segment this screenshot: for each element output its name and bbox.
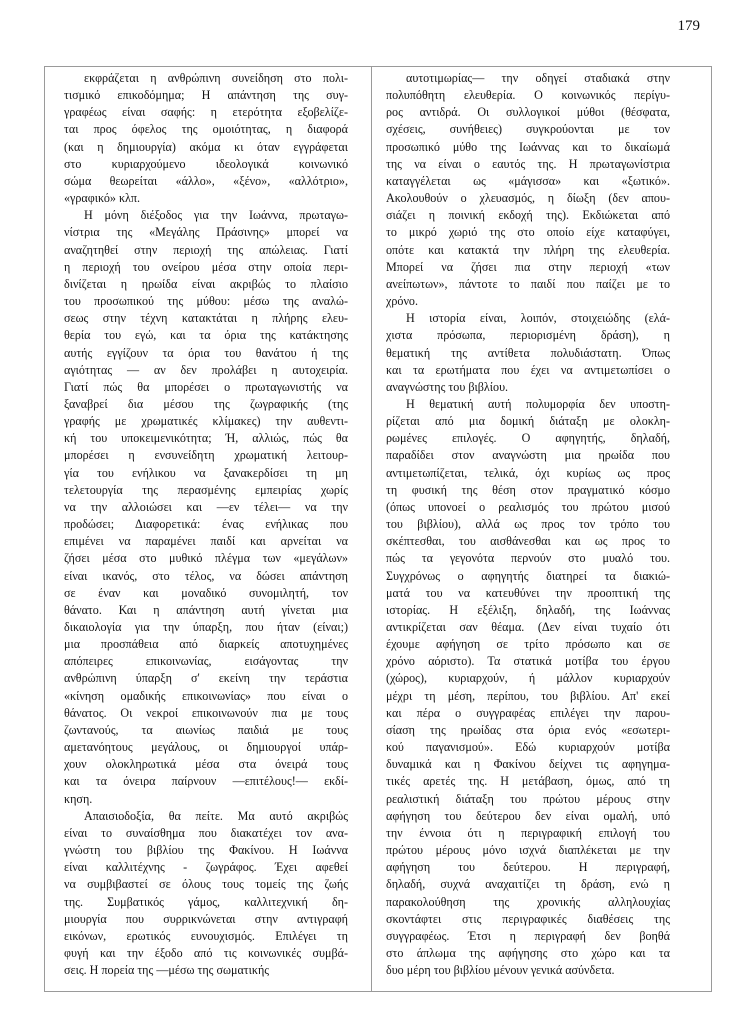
text-line: Η θεματική αυτή πολυμορφία δεν υποστη- (406, 396, 670, 411)
text-line: του προσωπικού της μύθου: μέσω της αναλώ- (64, 294, 348, 309)
text-line: συγγραφέως. Έτσι η περιγραφή δεν βοηθά (386, 928, 670, 943)
text-line: Η ιστορία είναι, λοιπόν, στοιχειώδης (ελά- (406, 311, 670, 326)
text-line: προσωπικό μύθο της Ιωάννας και το δικαίωμά (386, 139, 670, 154)
text-line: σιάζει η ποινική εκδοχή της). Εκδιώκεται από (386, 208, 670, 223)
text-line: ται προς όφελος της ομοιότητας, η διαφορά (64, 122, 348, 137)
text-line: είναι καλλιτέχνης - ζωγράφος. Έχει αφεθεί (64, 860, 348, 875)
text-line: ζήσει μέσα στο μυθικό πλέγμα των «μεγάλων» (64, 551, 348, 566)
text-line: γραφής με χρωματικές κλίμακες) την αυθεντι- (64, 414, 348, 429)
text-line: πώς τα γεγονότα περνούν στο μυαλό του. (386, 551, 670, 566)
text-line: έχουμε αφήγηση σε τρίτο πρόσωπο και σε (386, 637, 670, 652)
text-line: και τα όνειρα παίρνουν —επιτέλους!— εκδί- (64, 774, 348, 789)
text-line: κηση. (64, 791, 93, 806)
text-line: μια προσπάθεια από διαρκείς αποτυχημένες (64, 637, 348, 652)
text-line: εικόνων, ερωτικός ευνουχισμός. Επιλέγει τη (64, 928, 348, 943)
text-line: πρώτου μέρους μόνο ισχνά διαπλέκεται με την (386, 843, 670, 858)
text-line: το μικρό χωριό της στο οποίο είχε καταφύγει, (386, 225, 670, 240)
text-line: αντικρίζεται σαν θέαμα. (Δεν είναι τυχαίο ότι (386, 620, 670, 634)
text-line: θάνατο. Και η απάντηση αυτή γίνεται μια (64, 602, 348, 617)
text-line: φυγή και την έξοδο από τις κοινωνικές συμβά- (64, 945, 348, 960)
text-line: Ακολουθούν ο χλευασμός, η δίωξη (δεν απου- (386, 191, 670, 206)
text-line: σεως στην τέχνη κατακτάται η πλήρης ελευ- (64, 311, 348, 326)
text-line: της να είναι ο εαυτός της. Η πρωταγωνίστρια (386, 156, 670, 171)
text-line: και πέρα ο συγγραφέας επιλέγει την παρου- (386, 705, 670, 720)
text-line: σκέπτεσθαι, του αισθάνεσθαι και ως προς το (386, 534, 670, 549)
text-line: δινίζεται η ηρωίδα είναι ακριβώς το πλαίσιο (64, 276, 348, 291)
paragraph (386, 310, 670, 396)
text-line: καταγγέλεται ως «μάγισσα» και «ξωτικό». (386, 173, 670, 188)
text-line: είναι το συναίσθημα που διακατέχει τον ανα- (64, 825, 348, 840)
text-line: σε έναν και μοναδικό συνομιλητή, τον (64, 585, 348, 600)
text-line: εκφράζεται η ανθρώπινη συνείδηση στο πολι- (84, 71, 348, 85)
text-line: θερία του εγώ, και τα όρια της κατάκτησης (64, 328, 348, 343)
text-line: νίστρια της «Μεγάλης Πράσινης» μπορεί να (64, 225, 348, 240)
text-line: σώμα θεωρείται «άλλο», «ξένο», «αλλότριο», (64, 173, 348, 188)
text-line: ρωμένες επιλογές. Ο αφηγητής, δηλαδή, (386, 431, 670, 446)
text-line: γία του ενήλικου να ξανακερδίσει τη μη (64, 465, 348, 480)
text-line: δυο μέρη του βιβλίου μένουν γενικά ασύνδετα. (386, 963, 615, 978)
text-line: του βιβλίου), αλλά ως προς τον τρόπο του (386, 517, 670, 532)
text-line: ματά του να κατευθύνει την προοπτική της (386, 585, 670, 600)
text-line: να συμβιβαστεί σε όλους τους τομείς της ζωής (64, 877, 348, 892)
text-line: τελετουργία της περασμένης εμπειρίας χωρίς (64, 482, 348, 497)
text-line: αφήγηση του δεύτερου δεν είναι ομαλή, υπό (386, 808, 670, 823)
text-line: ιστορίας. Η εξέλιξη, δηλαδή, της Ιωάννας (386, 602, 670, 617)
text-line: μέχρι τη μέση, περίπου, του βιβλίου. Απ' εκεί (386, 688, 670, 703)
text-line: ξαναβρεί δια μέσου της ζωγραφικής (της (64, 396, 348, 411)
text-line: επιμένει να παραμένει παιδί και αρνείται να (64, 534, 348, 549)
text-line: κού παγανισμού». Εδώ κυριαρχούν μοτίβα (386, 740, 670, 755)
text-line: την έννοια ότι η περιγραφική επιλογή του (386, 825, 670, 840)
text-line: μπορέσει η ενσυνείδητη χρωματική λειτουρ- (64, 448, 348, 463)
text-line: δικαιολογία για την ύπαρξη, που ήταν (είναι;) (64, 620, 348, 634)
text-line: και τα ερωτήματα που έχει να αντιμετωπίσει ο (386, 362, 670, 377)
text-line: χρόνο αόριστο). Τα στατικά μοτίβα του έργου (386, 654, 670, 669)
text-line: παραδίδει στον αναγνώστη μια ηρωίδα που (386, 448, 670, 463)
text-line: αμετανόητους μεγάλους, οι δημιουργοί υπάρ- (64, 740, 348, 755)
paragraph (386, 396, 670, 979)
text-line: πολυπόθητη ελευθερία. Ο κοινωνικός περίγυ- (386, 88, 670, 103)
paragraph (386, 70, 670, 310)
text-line: ρεαλιστική διάταξη του πρώτου μέρους στην (386, 791, 670, 806)
text-line: ζωντανούς, τα αιωνίως παιδιά με τους (64, 722, 348, 737)
text-line: τικές αρετές της. Η μετάβαση, όμως, από τη (386, 774, 670, 789)
text-line: χρόνο. (386, 294, 418, 309)
text-line: παρακολούθηση της χρονικής αλληλουχίας (386, 894, 670, 909)
text-line: Η μόνη διέξοδος για την Ιωάννα, πρωταγω- (84, 208, 348, 223)
text-line: οπότε και κατακτά την πλήρη της ελευθερία. (386, 242, 670, 257)
text-line: θεματική της αντίθετα πολυδιάστατη. Όπως (386, 345, 670, 360)
text-line: αυτής εγγίζουν τα όρια του θανάτου ή της (64, 345, 348, 360)
text-line: (και η δημιουργία) ακόμα κι όταν εγγράφεται (64, 139, 348, 154)
text-line: αφήγηση του δεύτερου. Η περιγραφή, (386, 860, 670, 875)
text-line: ρίζεται από μια δομική διάταξη με ολοκλη- (386, 414, 670, 429)
text-line: της. Συμβατικός γάμος, καλλιτεχνική δη- (64, 894, 348, 909)
text-line: τη φυσική της θέση στον πραγματικό κόσμο (386, 482, 670, 497)
text-line: χιστα πρόσωπα, περιορισμένη δράση), η (386, 328, 670, 343)
text-line: ανθρώπινη ύπαρξη σ' εκείνη την τεράστια (64, 671, 348, 686)
text-line: (όπως υπονοεί ο ρεαλισμός του πρώτου μισού (386, 499, 670, 514)
text-line: «κίνηση ομαδικής επικοινωνίας» που είναι ο (64, 688, 348, 703)
paragraph (64, 808, 348, 980)
text-line: να την αλλοιώσει και —εν τέλει— να την (64, 499, 348, 514)
text-line: δηλαδή, συχνά αναχαιτίζει τη δράση, ενώ η (386, 877, 670, 892)
text-line: Μπορεί να ζήσει πια στην περιοχή «των (386, 259, 670, 274)
text-line: ρος αντιδρά. Οι συλλογικοί μύθοι (θέσφατα, (386, 105, 670, 120)
text-line: γνώστη του βιβλίου της Φακίνου. Η Ιωάννα (64, 843, 348, 858)
text-line: θάνατος. Οι νεκροί επικοινωνούν πια με τους (64, 705, 348, 720)
text-line: αναγνώστης του βιβλίου. (386, 379, 509, 394)
text-line: Απαισιοδοξία, θα πείτε. Μα αυτό ακριβώς (84, 808, 348, 823)
text-line: γραφέως είναι σαφής: η ετερότητα εξοβελίζε- (64, 105, 348, 120)
page-number: 179 (677, 18, 700, 34)
text-line: σίαση της ηρωίδας στα όρια ενός «εσωτερι- (386, 722, 670, 737)
text-line: ανείπωτων», πάντοτε το παιδί που παίζει με το (386, 276, 670, 291)
text-line: κή του υποκειμενικότητα; Ή, αλλιώς, πώς θα (64, 431, 348, 446)
left-column (64, 70, 348, 979)
text-line: προδώσει; Διαφορετικά: ένας ενήλικας που (64, 517, 348, 532)
text-line: χουν ολοκληρωτικά μέσα στα όνειρά τους (64, 757, 348, 772)
text-line: τισμικό επικοδόμημα; Η απάντηση της συγ- (64, 88, 348, 103)
column-divider (371, 66, 372, 992)
paragraph (64, 70, 348, 207)
text-line: είναι ικανός, στο τέλος, να δώσει απάντηση (64, 568, 348, 583)
text-line: στο κυριαρχούμενο ιδεολογικά κοινωνικό (64, 156, 348, 171)
text-line: «γραφικό» κλπ. (64, 191, 141, 206)
text-line: σεις. Η πορεία της —μέσω της σωματικής (64, 963, 270, 978)
text-line: σκοντάφτει στις περιγραφικές διαθέσεις της (386, 911, 670, 926)
text-line: στο άπλωμα της αφήγησης στο χώρο και τα (386, 945, 670, 960)
text-line: αντιμετωπίζεται, τελικά, όχι κυρίως ως προς (386, 465, 670, 480)
text-line: (χώρος), κυριαρχούν, ή μάλλον κυριαρχούν (386, 671, 670, 686)
text-line: αγιότητας — αν δεν προλάβει η αυτοχειρία. (64, 362, 348, 377)
text-line: η περιοχή του ονείρου μέσα στην οποία περι- (64, 259, 348, 274)
text-line: σχέσεις, συνήθειες) συγκρούονται με τον (386, 122, 670, 137)
text-line: αναζητηθεί στην περιοχή της απώλειας. Γιατί (64, 242, 348, 257)
right-column (386, 70, 670, 979)
text-line: αυτοτιμωρίας— την οδηγεί σταδιακά στην (406, 71, 670, 85)
text-line: δυναμικά και η Φακίνου δείχνει τις αφηγημα- (386, 757, 670, 772)
text-line: Συγχρόνως ο αφηγητής διατηρεί τα διακιώ- (386, 568, 670, 583)
paragraph (64, 207, 348, 807)
text-line: μιουργία που συρρικνώνεται στην αντιγραφή (64, 911, 348, 926)
text-line: απόπειρες επικοινωνίας, εισάγοντας την (64, 654, 348, 669)
text-line: Γιατί πώς θα μπορέσει ο πρωταγωνιστής να (64, 379, 348, 394)
